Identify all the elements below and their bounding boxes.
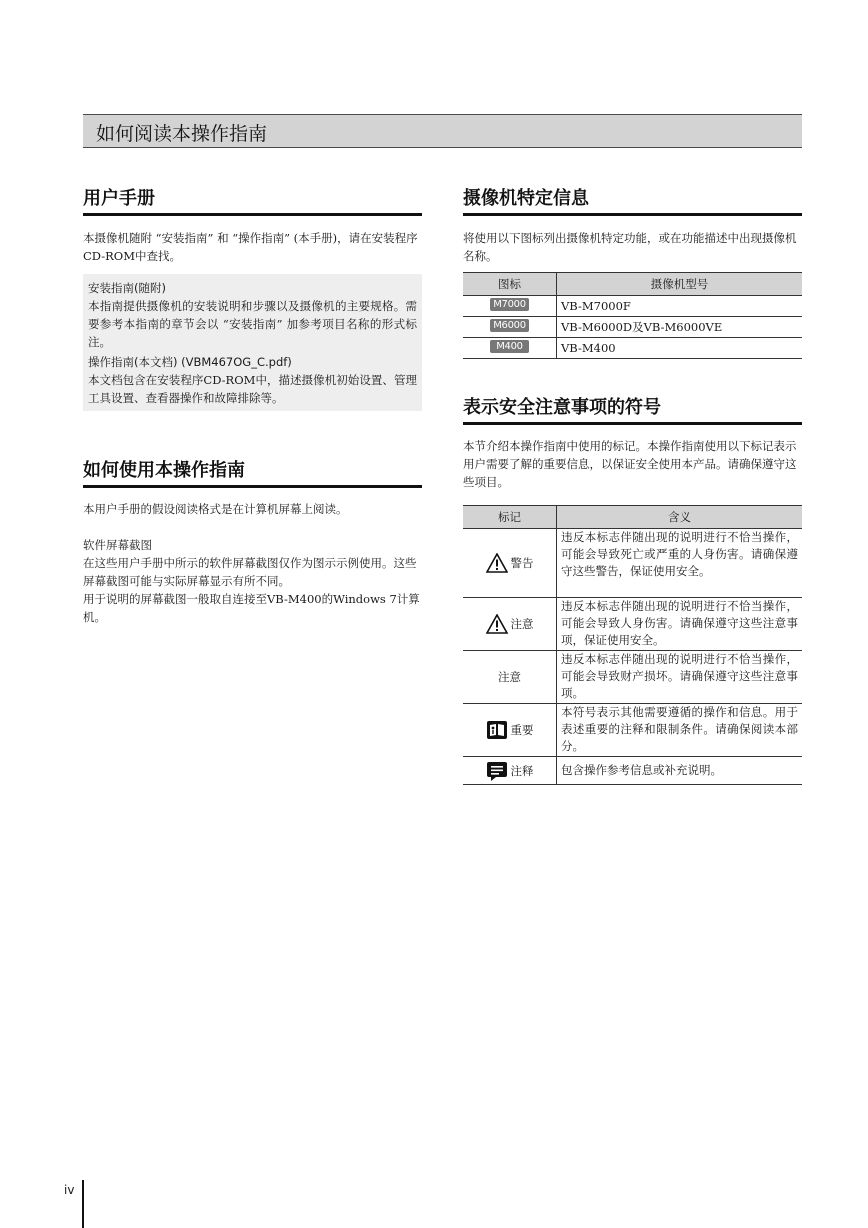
how-to-use-heading: 如何使用本操作指南 bbox=[83, 456, 422, 488]
safety-symbol-table bbox=[463, 505, 802, 785]
table-row bbox=[463, 529, 802, 598]
col-header-meaning: 含义 bbox=[557, 506, 803, 529]
table-row bbox=[463, 338, 802, 359]
important-book-icon bbox=[486, 720, 508, 740]
page-title-banner bbox=[83, 114, 802, 148]
table-row bbox=[463, 598, 802, 651]
warning-label: 警告 bbox=[510, 556, 534, 570]
col-header-mark: 标记 bbox=[463, 506, 557, 529]
camera-info-heading: 摄像机特定信息 bbox=[463, 184, 802, 216]
install-guide-text: 本指南提供摄像机的安装说明和步骤以及摄像机的主要规格。需要参考本指南的章节会以 “安装指南” 加参考项目名称的形式标注。 bbox=[88, 299, 417, 349]
screenshot-text-2: 用于说明的屏幕截图一般取自连接至VB-M400的Windows 7计算机。 bbox=[83, 592, 420, 624]
table-row bbox=[463, 757, 802, 785]
warning-triangle-icon bbox=[486, 614, 508, 634]
meaning-cell: 违反本标志伴随出现的说明进行不恰当操作，可能会导致人身伤害。请确保遵守这些注意事项，保证使用安全。 bbox=[557, 598, 803, 651]
table-row bbox=[463, 317, 802, 338]
m7000-icon: M7000 bbox=[490, 298, 529, 311]
safety-section bbox=[463, 393, 802, 785]
m6000-icon: M6000 bbox=[490, 319, 529, 332]
col-header-model: 摄像机型号 bbox=[557, 273, 803, 296]
col-header-icon: 图标 bbox=[463, 273, 557, 296]
how-to-use-intro: 本用户手册的假设阅读格式是在计算机屏幕上阅读。 bbox=[83, 502, 348, 516]
important-label: 重要 bbox=[510, 723, 534, 737]
camera-info-section bbox=[463, 184, 802, 359]
screenshot-text-1: 在这些用户手册中所示的软件屏幕截图仅作为图示示例使用。这些屏幕截图可能与实际屏幕显示有所不同。 bbox=[83, 556, 417, 588]
m400-icon: M400 bbox=[490, 340, 529, 353]
caution-label: 注意 bbox=[510, 617, 534, 631]
table-header-row bbox=[463, 273, 802, 296]
safety-heading: 表示安全注意事项的符号 bbox=[463, 393, 802, 425]
meaning-cell: 违反本标志伴随出现的说明进行不恰当操作，可能会导致财产损坏。请确保遵守这些注意事项。 bbox=[557, 651, 803, 704]
model-cell: VB-M6000D及VB-M6000VE bbox=[557, 317, 803, 338]
screenshot-subtitle: 软件屏幕截图 bbox=[83, 538, 152, 552]
guide-info-box bbox=[83, 274, 422, 411]
camera-info-intro: 将使用以下图标列出摄像机特定功能，或在功能描述中出现摄像机名称。 bbox=[463, 231, 797, 263]
table-row bbox=[463, 651, 802, 704]
table-row bbox=[463, 704, 802, 757]
meaning-cell: 包含操作参考信息或补充说明。 bbox=[557, 757, 803, 785]
install-guide-title: 安装指南(随附) bbox=[88, 281, 166, 295]
caution-text-label: 注意 bbox=[498, 670, 521, 684]
meaning-cell: 本符号表示其他需要遵循的操作和信息。用于表述重要的注释和限制条件。请确保阅读本部分。 bbox=[557, 704, 803, 757]
operation-guide-text: 本文档包含在安装程序CD-ROM中，描述摄像机初始设置、管理工具设置、查看器操作和故障排除等。 bbox=[88, 373, 417, 405]
user-manual-heading: 用户手册 bbox=[83, 184, 422, 216]
user-manual-intro: 本摄像机随附 “安装指南” 和 “操作指南” (本手册)，请在安装程序CD-ROM中查找。 bbox=[83, 231, 418, 263]
note-icon bbox=[486, 761, 508, 781]
warning-triangle-icon bbox=[486, 553, 508, 573]
table-row bbox=[463, 296, 802, 317]
page-number: iv bbox=[64, 1183, 75, 1197]
safety-intro: 本节介绍本操作指南中使用的标记。本操作指南使用以下标记表示用户需要了解的重要信息，以保证安全使用本产品。请确保遵守这些项目。 bbox=[463, 439, 797, 489]
camera-model-table bbox=[463, 272, 802, 359]
model-cell: VB-M7000F bbox=[557, 296, 803, 317]
user-manual-section bbox=[83, 184, 422, 411]
how-to-use-section bbox=[83, 456, 422, 626]
note-label: 注释 bbox=[510, 763, 534, 778]
meaning-cell: 违反本标志伴随出现的说明进行不恰当操作，可能会导致死亡或严重的人身伤害。请确保遵守这些警告，保证使用安全。 bbox=[557, 529, 803, 598]
table-header-row bbox=[463, 506, 802, 529]
page-margin-line bbox=[82, 1180, 84, 1228]
operation-guide-title: 操作指南(本文档) (VBM467OG_C.pdf) bbox=[88, 355, 292, 369]
page-title: 如何阅读本操作指南 bbox=[96, 123, 268, 145]
model-cell: VB-M400 bbox=[557, 338, 803, 359]
